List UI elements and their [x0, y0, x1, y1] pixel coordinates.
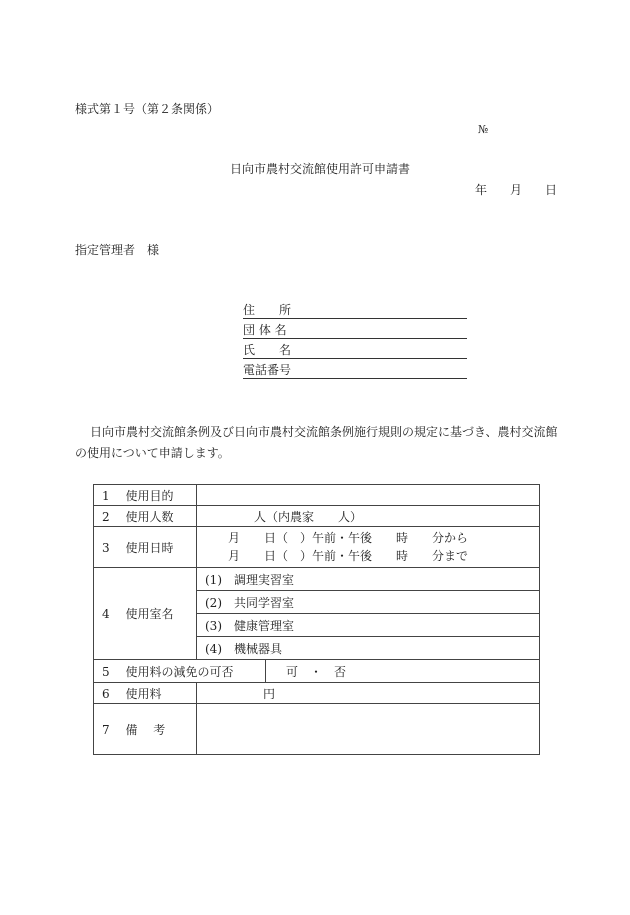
table-row — [94, 485, 540, 506]
document-number-label: № — [478, 123, 489, 136]
fee-value[interactable]: 円 — [197, 683, 540, 704]
address-label: 住 所 — [243, 303, 292, 317]
date-month: 月 — [510, 183, 523, 197]
address-field[interactable] — [243, 304, 467, 319]
datetime-to: 月 日（ ）午前・午後 時 分まで — [228, 549, 469, 563]
date-year: 年 — [475, 183, 488, 197]
attendees-label: 2 使用人数 — [94, 506, 197, 527]
fee-label: 6 使用料 — [94, 683, 197, 704]
room-label: 4 使用室名 — [94, 568, 197, 660]
table-row — [94, 568, 540, 591]
body-text-line1: 日向市農村交流館条例及び日向市農村交流館条例施行規則の規定に基づき、農村交流館 — [90, 425, 558, 439]
addressee: 指定管理者 様 — [75, 243, 160, 257]
form-number: 様式第１号（第２条関係） — [75, 102, 220, 116]
datetime-value[interactable] — [197, 527, 540, 568]
remarks-value[interactable] — [197, 704, 540, 755]
table-row — [94, 660, 540, 683]
attendees-value[interactable]: 人（内農家 人） — [197, 506, 540, 527]
table-row — [94, 704, 540, 755]
group-name-label: 団 体 名 — [243, 323, 287, 337]
room-option-2[interactable]: (2) 共同学習室 — [197, 591, 540, 614]
table-row — [94, 506, 540, 527]
name-field[interactable] — [243, 344, 467, 359]
fee-exemption-value[interactable]: 可 ・ 否 — [286, 664, 347, 679]
date-day: 日 — [545, 183, 558, 197]
application-table — [93, 484, 540, 755]
body-text-line2: の使用について申請します。 — [75, 446, 230, 460]
purpose-label: 1 使用目的 — [94, 485, 197, 506]
table-row — [94, 683, 540, 704]
name-label: 氏 名 — [243, 343, 292, 357]
room-option-3[interactable]: (3) 健康管理室 — [197, 614, 540, 637]
table-row — [94, 527, 540, 568]
document-title: 日向市農村交流館使用許可申請書 — [230, 162, 411, 176]
group-name-field[interactable] — [243, 324, 467, 339]
phone-label: 電話番号 — [243, 363, 292, 377]
purpose-value[interactable] — [197, 485, 540, 506]
room-option-1[interactable]: (1) 調理実習室 — [197, 568, 540, 591]
phone-field[interactable] — [243, 364, 467, 379]
remarks-label: 7 備 考 — [94, 704, 197, 755]
fee-exemption-label: 5 使用料の減免の可否 — [94, 660, 266, 682]
datetime-from: 月 日（ ）午前・午後 時 分から — [228, 531, 469, 545]
room-option-4[interactable]: (4) 機械器具 — [197, 637, 540, 660]
datetime-label: 3 使用日時 — [94, 527, 197, 568]
fee-exemption-row — [94, 660, 540, 683]
